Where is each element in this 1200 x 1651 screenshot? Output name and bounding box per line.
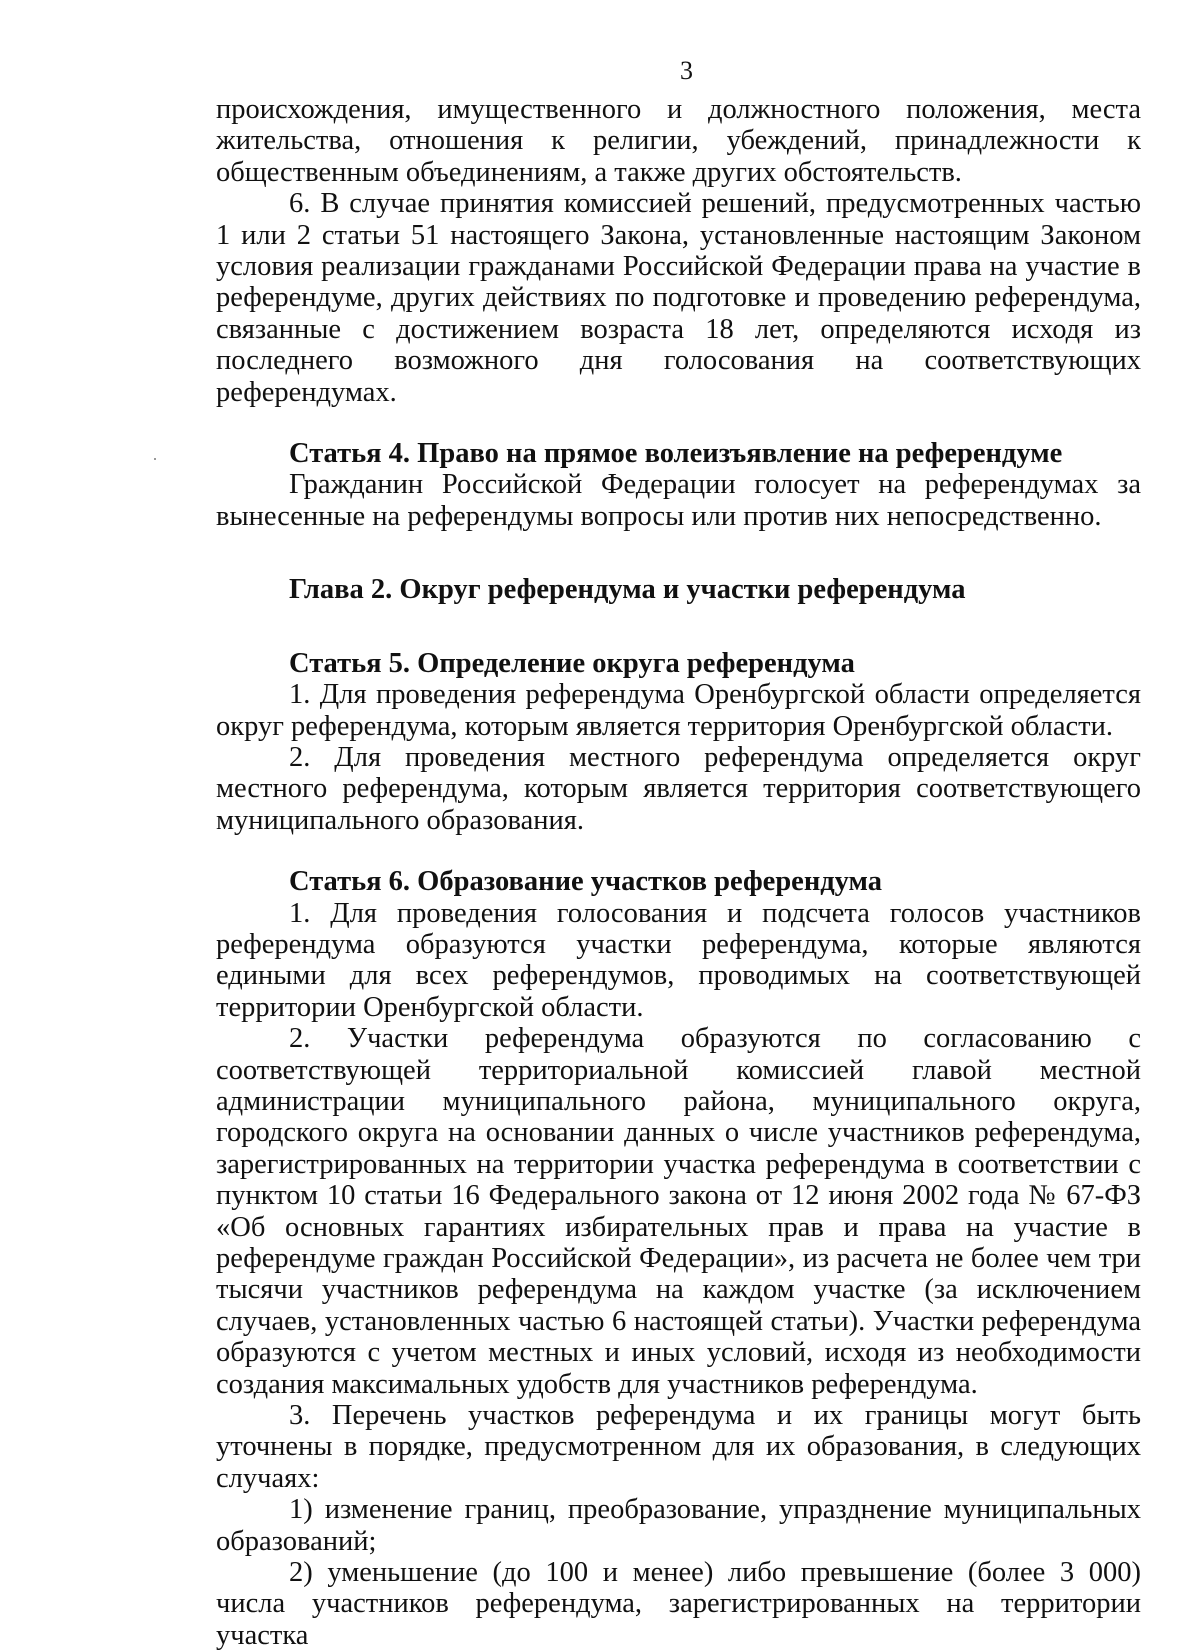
article-6-item-3: 3. Перечень участков референдума и их границы могут быть уточнены в порядке, предусмотренном для их образования, в следующих случаях: <box>216 1400 1141 1494</box>
article-6-subitem-1: 1) изменение границ, преобразование, упразднение муниципальных образований; <box>216 1494 1141 1557</box>
article-4-text: Гражданин Российской Федерации голосует на референдумах за вынесенные на референдумы вопросы или против них непосредственно. <box>216 469 1141 532</box>
paragraph-item-6: 6. В случае принятия комиссией решений, предусмотренных частью 1 или 2 статьи 51 настоящего Закона, установленные настоящим Законом условия реализации гражданами Российской Федерации права на участие в референдуме, других действиях по подготовке и проведению референдума, связанные с достижением возраста 18 лет, определяются исходя из последнего возможного дня голосования на соответствующих референдумах. <box>216 188 1141 408</box>
scan-speck <box>154 458 156 460</box>
chapter-2-heading: Глава 2. Округ референдума и участки референдума <box>289 574 966 606</box>
article-5-heading: Статья 5. Определение округа референдума <box>289 647 855 679</box>
article-4-heading: Статья 4. Право на прямое волеизъявление на референдуме <box>289 438 1063 470</box>
paragraph-continuation: происхождения, имущественного и должностного положения, места жительства, отношения к религии, убеждений, принадлежности к общественным объединениям, а также других обстоятельств. <box>216 94 1141 188</box>
article-6-item-2: 2. Участки референдума образуются по согласованию с соответствующей территориальной комиссией главой местной администрации муниципального района, муниципального округа, городского округа на основании данных о числе участников референдума, зарегистрированных на территории участка референдума в соответствии с пунктом 10 статьи 16 Федерального закона от 12 июня 2002 года № 67-ФЗ «Об основных гарантиях избирательных прав и права на участие в референдуме граждан Российской Федерации», из расчета не более чем три тысячи участников референдума на каждом участке (за исключением случаев, установленных частью 6 настоящей статьи). Участки референдума образуются с учетом местных и иных условий, исходя из необходимости создания максимальных удобств для участников референдума. <box>216 1023 1141 1400</box>
page-number: 3 <box>680 56 693 85</box>
article-6-item-1: 1. Для проведения голосования и подсчета голосов участников референдума образуются участки референдума, которые являются едиными для всех референдумов, проводимых на соответствующей территории Оренбургской области. <box>216 897 1141 1023</box>
article-6-heading: Статья 6. Образование участков референдума <box>289 866 883 898</box>
article-6-subitem-2: 2) уменьшение (до 100 и менее) либо превышение (более 3 000) числа участников референдума, зарегистрированных на территории участка <box>216 1557 1141 1651</box>
article-5-item-2: 2. Для проведения местного референдума определяется округ местного референдума, которым является территория соответствующего муниципального образования. <box>216 741 1141 836</box>
document-body <box>216 94 1141 1651</box>
article-5-item-1: 1. Для проведения референдума Оренбургской области определяется округ референдума, которым является территория Оренбургской области. <box>216 679 1141 742</box>
